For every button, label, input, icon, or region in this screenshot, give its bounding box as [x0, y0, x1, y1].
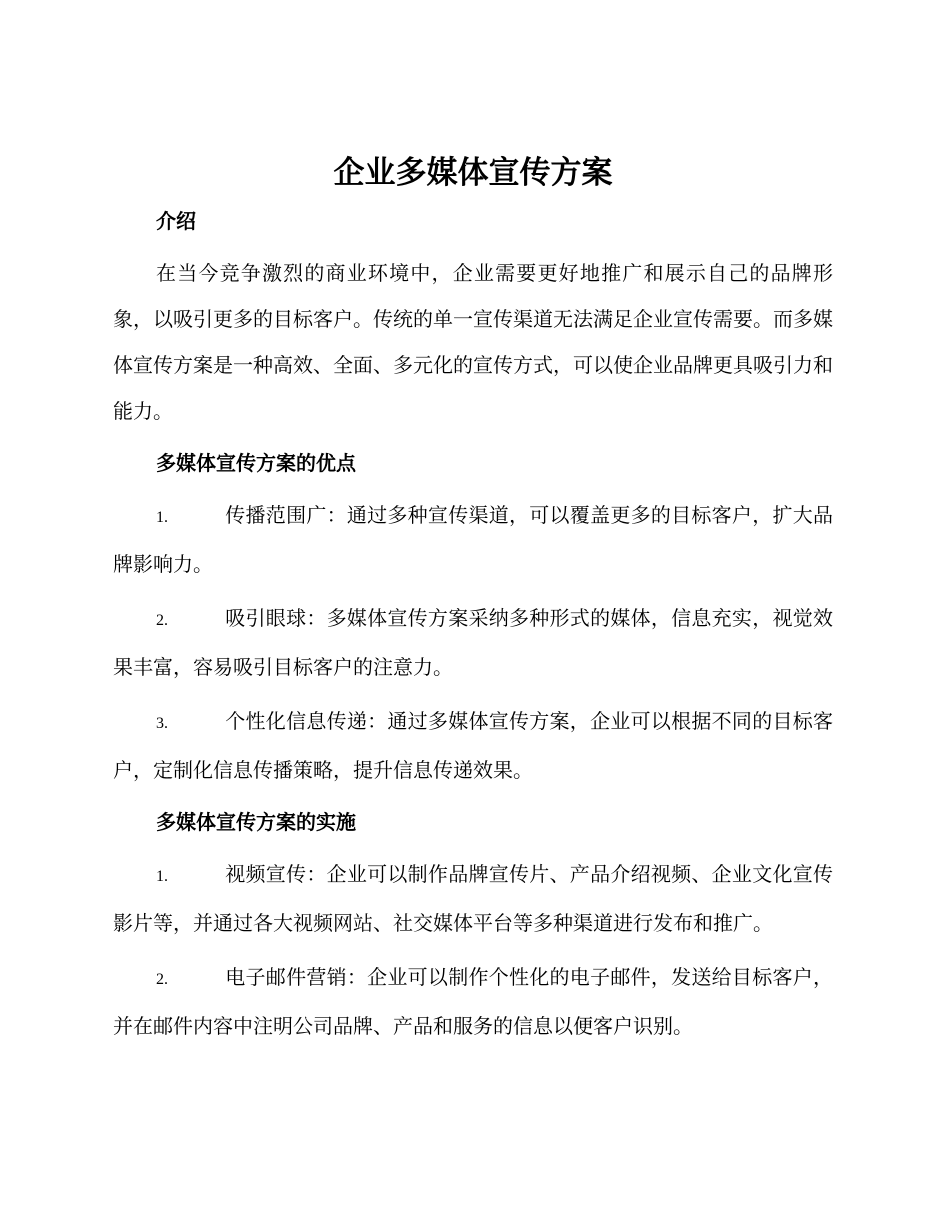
list-item [113, 698, 833, 793]
section-heading-advantages: 多媒体宣传方案的优点 [156, 451, 356, 475]
section-heading-intro: 介绍 [156, 209, 196, 233]
list-item-text: 视频宣传：企业可以制作品牌宣传片、产品介绍视频、企业文化宣传影片等，并通过各大视频网站、社交媒体平台等多种渠道进行发布和推广。 [113, 862, 833, 935]
list-item-text: 电子邮件营销：企业可以制作个性化的电子邮件，发送给目标客户，并在邮件内容中注明公司品牌、产品和服务的信息以便客户识别。 [113, 965, 833, 1038]
list-item-number: 2. [156, 612, 168, 629]
list-item-number: 1. [156, 509, 168, 526]
list-item [113, 595, 833, 690]
list-item-number: 1. [156, 868, 168, 885]
list-item-text: 传播范围广：通过多种宣传渠道，可以覆盖更多的目标客户，扩大品牌影响力。 [113, 503, 833, 576]
intro-paragraph: 在当今竞争激烈的商业环境中，企业需要更好地推广和展示自己的品牌形象，以吸引更多的目标客户。传统的单一宣传渠道无法满足企业宣传需要。而多媒体宣传方案是一种高效、全面、多元化的宣传方式，可以使企业品牌更具吸引力和能力。 [113, 261, 833, 423]
section-heading-implementation: 多媒体宣传方案的实施 [156, 810, 356, 834]
list-item [113, 851, 833, 946]
list-item-text: 吸引眼球：多媒体宣传方案采纳多种形式的媒体，信息充实，视觉效果丰富，容易吸引目标客户的注意力。 [113, 606, 833, 679]
list-item [113, 492, 833, 587]
list-item [113, 954, 833, 1049]
document-title: 企业多媒体宣传方案 [333, 155, 613, 191]
document-body [113, 148, 833, 1057]
list-item-text: 个性化信息传递：通过多媒体宣传方案，企业可以根据不同的目标客户，定制化信息传播策略，提升信息传递效果。 [113, 709, 833, 782]
list-item-number: 3. [156, 715, 168, 732]
list-item-number: 2. [156, 971, 168, 988]
